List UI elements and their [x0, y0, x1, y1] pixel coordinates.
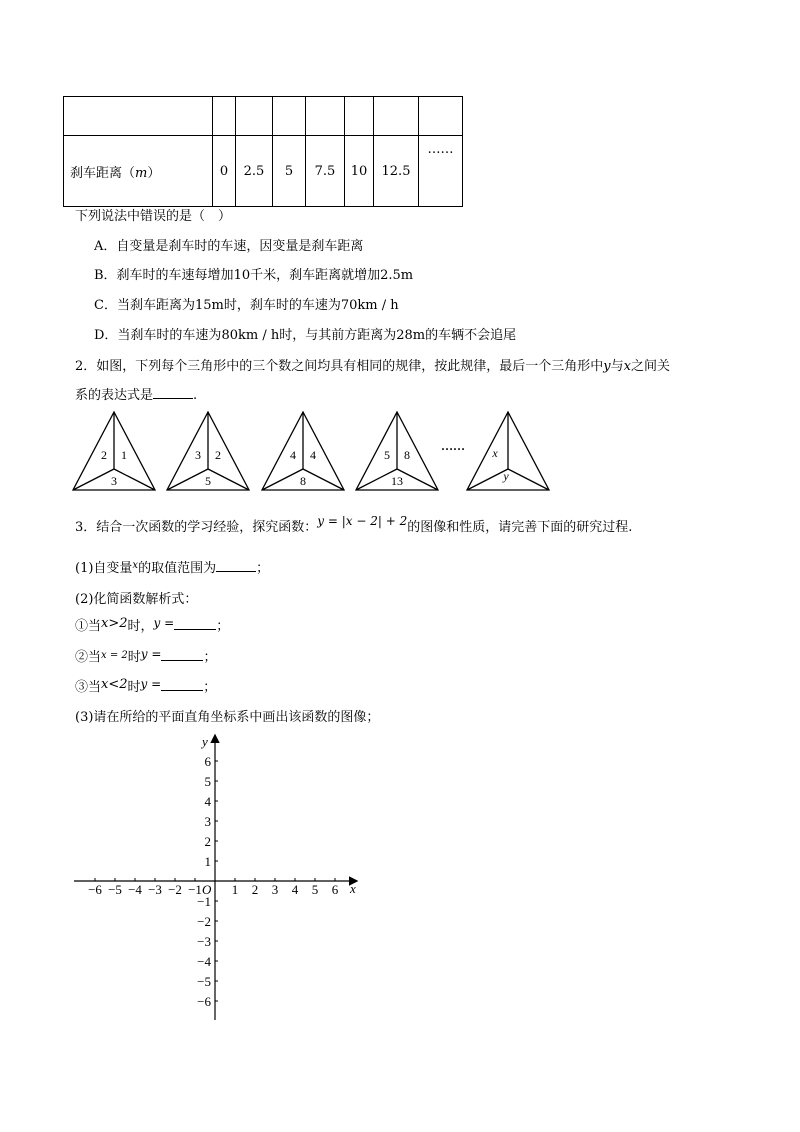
ellipsis: ……: [441, 439, 465, 453]
y-tick-label: 5: [204, 774, 211, 789]
answer-blank[interactable]: [161, 678, 203, 691]
answer-blank[interactable]: [161, 648, 203, 661]
x-tick-label: −3: [148, 882, 162, 897]
question-text: 的图像和性质，请完善下面的研究过程.: [407, 520, 633, 535]
triangle-number: 4: [310, 448, 316, 462]
brake-distance-table: [63, 96, 463, 207]
triangle-number: 8: [300, 474, 306, 488]
triangle-number: 2: [101, 448, 107, 462]
option-number: 80km / h: [221, 328, 280, 343]
question-text: 的取值范围为: [138, 561, 217, 576]
triangle-number: 3: [111, 474, 117, 488]
y-tick-label: −5: [197, 974, 211, 989]
option-number: 10: [233, 268, 251, 283]
answer-blank[interactable]: [216, 559, 256, 572]
question-text: (1)自变量: [75, 561, 133, 576]
label-text: ）: [147, 165, 161, 181]
punctuation: ；: [203, 650, 217, 665]
option-d: [94, 324, 516, 343]
x-tick-label: −4: [128, 882, 142, 897]
punctuation: ；: [203, 680, 217, 695]
condition: x>2: [101, 616, 128, 631]
option-a: A．自变量是刹车时的车速，因变量是刹车距离: [94, 239, 364, 254]
punctuation: ；: [256, 561, 270, 576]
y-tick-label: 1: [204, 854, 211, 869]
table-cell: [236, 97, 273, 136]
question-text: 时: [127, 650, 141, 665]
x-tick-label: −5: [108, 882, 122, 897]
part-3: (3)请在所给的平面直角坐标系中画出该函数的图像；: [75, 710, 380, 725]
part-1: [75, 557, 269, 576]
table-cell: [213, 97, 236, 136]
triangle-number: 1: [121, 448, 127, 462]
question-3-intro: [75, 516, 632, 535]
y-tick-label: −4: [197, 954, 211, 969]
option-number: 15m: [194, 298, 224, 313]
option-text: 时，刹车时的车速为: [223, 298, 341, 313]
x-tick-label: 1: [231, 882, 239, 897]
question-text: 与: [610, 359, 624, 374]
y-tick-label: −2: [197, 914, 211, 929]
answer-blank[interactable]: [153, 386, 193, 399]
x-axis-label: x: [350, 881, 356, 896]
answer-blank[interactable]: [174, 617, 216, 630]
triangle-number: 2: [215, 448, 221, 462]
case-1: [75, 615, 229, 634]
variable: x: [623, 359, 631, 374]
table-cell: [374, 97, 419, 136]
question-text: 2．如图，下列每个三角形中的三个数之间均具有相同的规律，按此规律，最后一个三角形中: [75, 359, 604, 374]
equation-lhs: y =: [140, 677, 162, 691]
table-cell: 12.5: [374, 136, 419, 207]
triangle-number: 8: [404, 448, 410, 462]
table-cell: 7.5: [306, 136, 345, 207]
variable: y: [603, 359, 611, 374]
triangle-number: 13: [391, 474, 403, 488]
option-text: D．当刹车时的车速为: [94, 328, 222, 343]
table-cell: [64, 97, 213, 136]
table-cell: 2.5: [236, 136, 273, 207]
y-axis-label: y: [202, 734, 208, 749]
table-cell: 10: [345, 136, 374, 207]
table-row: [64, 136, 463, 207]
table-cell: 5: [273, 136, 306, 207]
variable: x: [132, 560, 139, 571]
option-number: 28m: [396, 328, 426, 343]
y-tick-label: 4: [204, 794, 211, 809]
y-tick-label: −1: [197, 894, 211, 909]
option-text: 的车辆不会追尾: [425, 328, 517, 343]
unit-text: m: [135, 165, 148, 181]
case-2: [75, 646, 216, 665]
case-3: [75, 676, 216, 695]
question-text: 系的表达式是: [75, 388, 154, 403]
x-tick-label: −2: [168, 882, 182, 897]
table-cell: [419, 97, 463, 136]
triangle-variable: y: [503, 469, 509, 483]
question-text: 时: [127, 680, 141, 695]
label-text: 刹车距离（: [70, 165, 136, 181]
function-formula: y = |x − 2| + 2: [317, 514, 408, 528]
coordinate-plane: [60, 728, 380, 1028]
triangle-figures: [0, 405, 800, 500]
y-tick-label: −6: [197, 994, 211, 1009]
table-cell: 0: [213, 136, 236, 207]
y-tick-label: 6: [204, 754, 211, 769]
question-2-line-2: [75, 384, 197, 403]
option-text: 时，与其前方距离为: [279, 328, 397, 343]
part-2: (2)化简函数解析式：: [75, 592, 198, 607]
triangle-number: 5: [205, 474, 211, 488]
question-text: ③当: [75, 680, 102, 695]
question-text: ①当: [75, 619, 102, 634]
table-cell: [273, 97, 306, 136]
triangle-number: 3: [195, 448, 201, 462]
equation-lhs: y =: [153, 616, 175, 630]
option-c: [94, 294, 399, 313]
option-text: 千米，刹车距离就增加: [250, 268, 381, 283]
origin-label: O: [202, 882, 212, 897]
option-text: C．当刹车距离为: [94, 298, 195, 313]
question-2-line-1: [75, 355, 670, 374]
x-tick-label: 6: [331, 882, 339, 897]
condition: x = 2: [101, 650, 128, 661]
x-tick-label: −1: [188, 882, 202, 897]
table-cell: ……: [419, 136, 463, 207]
triangle-number: 5: [384, 448, 390, 462]
x-tick-label: 5: [311, 882, 319, 897]
table-cell: [345, 97, 374, 136]
triangle-number: 4: [290, 448, 296, 462]
option-b: [94, 264, 413, 283]
punctuation: ；: [216, 619, 230, 634]
question-text: 时，: [127, 619, 154, 634]
x-tick-label: 2: [251, 882, 259, 897]
question-prompt: 下列说法中错误的是（ ）: [75, 209, 232, 224]
x-tick-label: −6: [88, 882, 102, 897]
row-label: [64, 136, 213, 207]
option-text: B．刹车时的车速每增加: [94, 268, 234, 283]
question-text: 3．结合一次函数的学习经验，探究函数：: [75, 520, 318, 535]
question-text: 之间关: [631, 359, 671, 374]
x-tick-label: 4: [291, 882, 299, 897]
table-row: [64, 97, 463, 136]
y-tick-label: −3: [197, 934, 211, 949]
table-cell: [306, 97, 345, 136]
y-tick-label: 2: [204, 834, 211, 849]
question-text: ②当: [75, 650, 102, 665]
option-number: 70km / h: [340, 298, 399, 313]
equation-lhs: y =: [140, 647, 162, 661]
option-number: 2.5m: [380, 268, 414, 283]
y-tick-label: 3: [204, 814, 211, 829]
x-tick-label: 3: [271, 882, 279, 897]
condition: x<2: [101, 677, 128, 692]
punctuation: .: [193, 388, 198, 403]
triangle-variable: x: [492, 446, 498, 460]
